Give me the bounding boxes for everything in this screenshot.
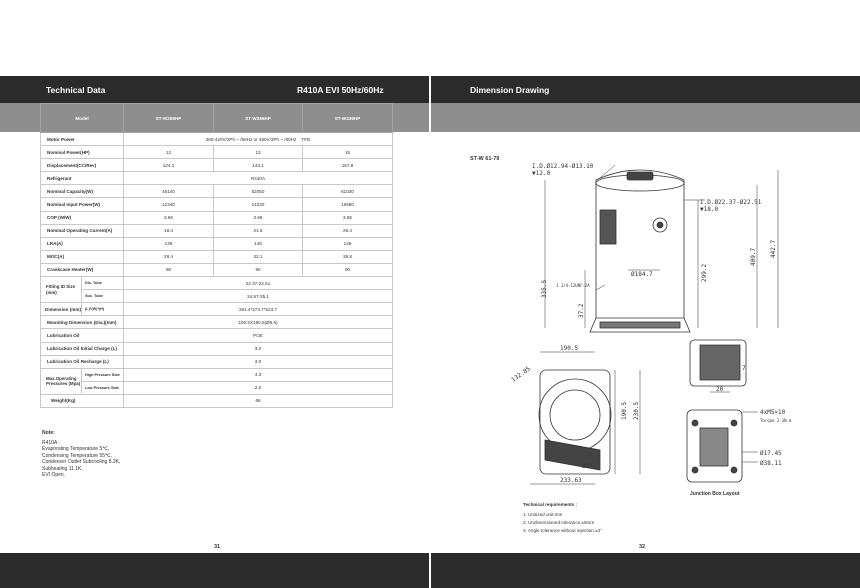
dim-diameter: Ø184.7 — [631, 271, 653, 278]
dim-h-37: 37.2 — [578, 303, 585, 318]
model-col: ST-W286HP — [214, 104, 303, 133]
model-col: ST-W258HP — [124, 104, 214, 133]
table-row: LRA(A) 149 149 149 — [41, 237, 393, 250]
table-row: Fitting ID Size (mm) Dis. Tube 22.37-22.51 — [41, 277, 393, 290]
junction-box — [687, 410, 758, 482]
dim-small-7: 7 — [742, 365, 746, 372]
table-row: Weight(Kg) 66 — [41, 394, 393, 407]
refrigerant-frequency-title: R410A EVI 50Hz/60Hz — [297, 85, 384, 95]
table-row: Max.Operating Pressures (Mpa) High Pressure Side 4.3 — [41, 368, 393, 381]
requirements-list: 1. Unsized unit:mm 2. Undimensioned tolerance:±5mm 3. Angle tolerance without injection:±3° — [523, 512, 602, 534]
dim-side-depth: ▼18.0 — [700, 206, 719, 213]
note-body: R410A : Evaporating Temperature 5℃, Condensing Temperature 55℃, Condenser Outlet Subcooling 8.3K, Subheating 11.1K, EVI Open. — [42, 440, 121, 479]
dim-side-fitting: I.D.Ø22.37-Ø22.51 — [700, 199, 762, 206]
page-number-left: 31 — [214, 544, 221, 550]
dim-small-20: 20 — [716, 386, 724, 393]
table-row: Crankcase Heater(W) 90 90 90 — [41, 263, 393, 276]
dim-thread: 1 1/4-12UNF-2A — [556, 283, 590, 288]
footer-gutter — [429, 553, 431, 588]
fitting-detail — [690, 340, 746, 392]
dim-h-442: 442.7 — [770, 239, 777, 258]
table-row: Displacement(CC/Rev) 124.1 143.1 167.8 — [41, 159, 393, 172]
page-number-right: 32 — [639, 544, 646, 550]
dim-top-fitting: I.D.Ø12.94-Ø13.10 — [532, 163, 594, 170]
jb-d2: Ø38.11 — [760, 460, 782, 467]
dim-h-335: 335.5 — [541, 279, 548, 298]
table-row: Refrigerant R410A — [41, 172, 393, 185]
dim-v-230: 230.5 — [633, 401, 640, 420]
table-row: Lubrication Oil POE — [41, 329, 393, 342]
table-row: MOC(A) 28.4 32.1 35.8 — [41, 250, 393, 263]
dim-h-409: 409.7 — [750, 247, 757, 266]
dim-w-233: 233.63 — [560, 477, 582, 484]
table-row: Nominal Operating Current(A) 18.4 21.6 26.4 — [41, 224, 393, 237]
dim-angle: 31° — [582, 463, 593, 470]
drawing-model-label: ST-W 61-79 — [470, 156, 500, 162]
jb-d1: Ø17.45 — [760, 450, 782, 457]
technical-data-title: Technical Data — [46, 85, 106, 95]
jb-holes: 4xM5×10 — [760, 409, 786, 416]
table-row: Lubrication Oil Initial Charge (L) 3.2 — [41, 342, 393, 355]
dimension-drawing-title: Dimension Drawing — [470, 85, 550, 95]
jb-torque: Torque 2-3N.m — [760, 418, 792, 423]
dim-w-190: 190.5 — [560, 345, 579, 352]
dim-r-132: 132.85 — [510, 365, 532, 384]
dim-top-depth: ▼12.0 — [532, 170, 551, 177]
model-header: Model — [41, 104, 124, 133]
requirements-title: Technical requirements : — [523, 502, 578, 507]
junction-box-label: Junction Box Layout — [690, 491, 740, 497]
note-title: Note: — [42, 430, 55, 436]
table-row: Mounting Dimension (Dia.)(mm) 190.5X190.5(Ø8.5) — [41, 316, 393, 329]
table-row: Nominal Input Power(W) 12340 14230 16690 — [41, 198, 393, 211]
dim-v-190: 190.5 — [621, 401, 628, 420]
table-row: Nominal Capacity(W) 45140 52050 61030 — [41, 185, 393, 198]
table-row: Motor Power 380-420V/3Ph ~ /50Hz or 460V/3Ph ~ /60Hz TFD — [41, 133, 393, 146]
table-row: Dimension (mm) (L)*(W)*(H) 281.4*273.7*523.7 — [41, 303, 393, 316]
table-row: COP (W/W) 3.66 3.66 3.66 — [41, 211, 393, 224]
table-row: Lubrication Oil Recharge (L) 3.0 — [41, 355, 393, 368]
table-row: Low Pressure Side 2.0 — [41, 381, 393, 394]
table-row: Nominal Power(HP) 12 13 15 — [41, 146, 393, 159]
dim-h-299: 299.2 — [701, 263, 708, 282]
table-row: Suc. Tube 34.97-35.1 — [41, 290, 393, 303]
model-col: ST-W336HP — [303, 104, 393, 133]
